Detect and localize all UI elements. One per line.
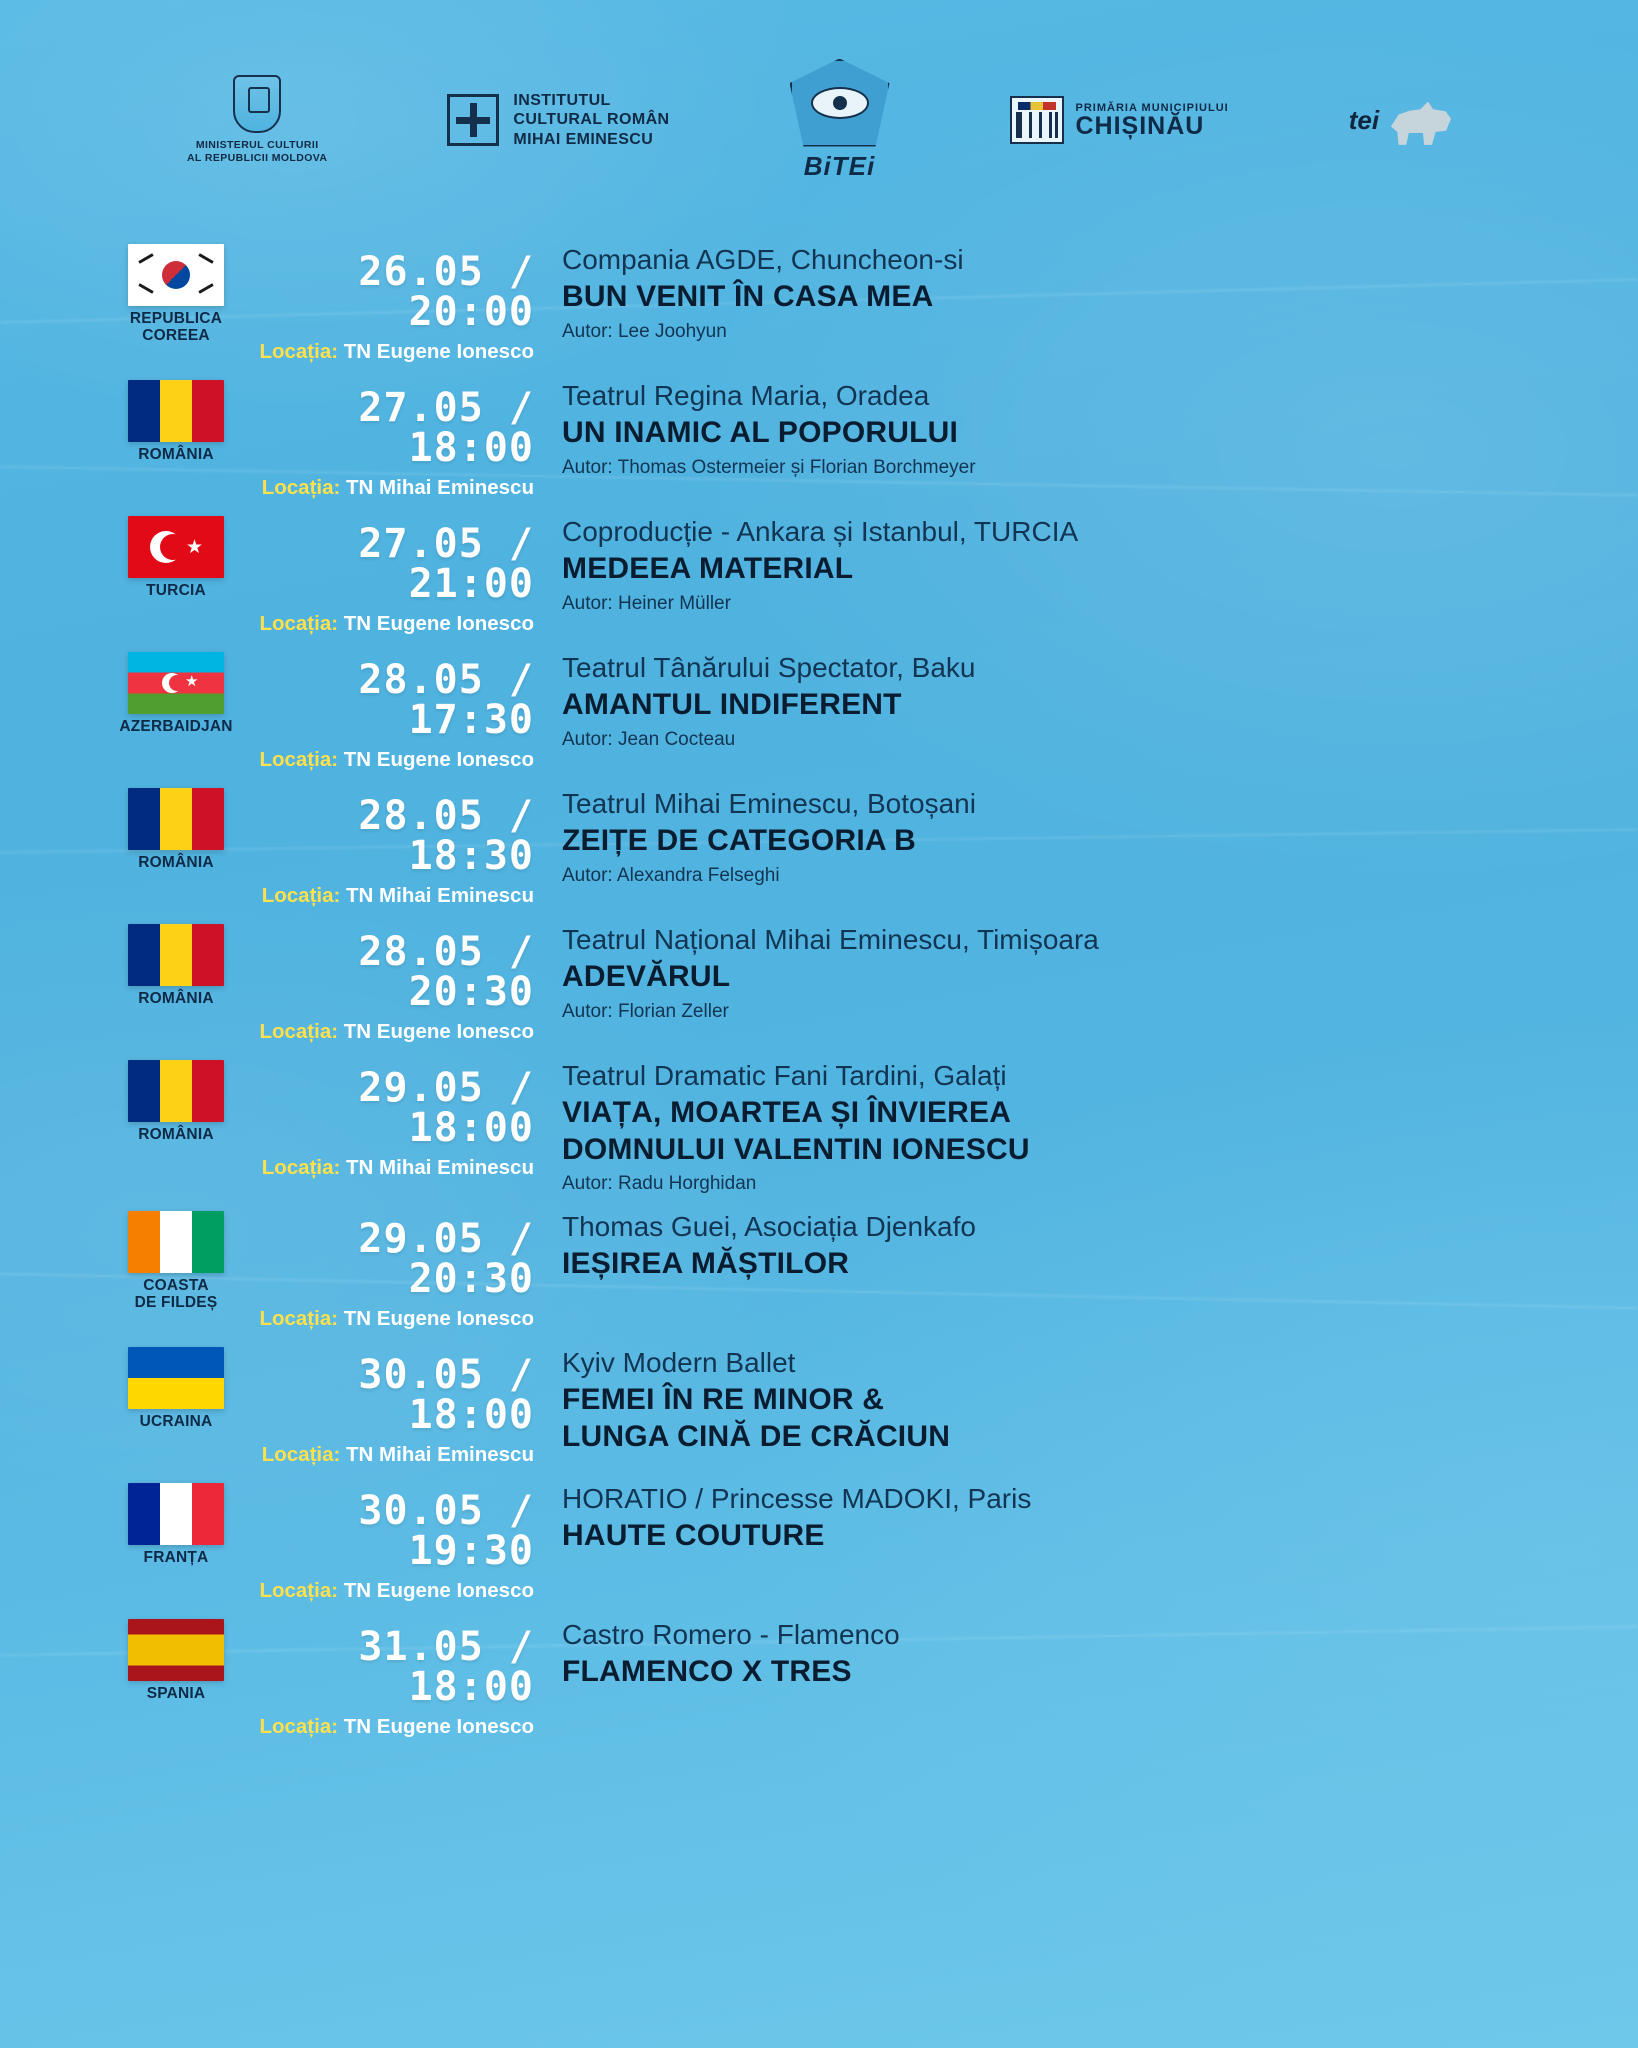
show-datetime: 28.05 / 20:30 [358,929,534,1015]
schedule-row [0,1341,1638,1467]
venue-label: Locația: [261,1156,341,1179]
country-label: SPANIA [146,1685,206,1703]
info-column [552,1054,1638,1195]
flag-icon [128,1347,224,1409]
show-author: Autor: Florian Zeller [562,1000,729,1022]
country-label: COASTA DE FILDEȘ [134,1277,218,1312]
flag-icon [128,244,224,306]
venue-line [234,1443,534,1467]
country-label: FRANȚA [143,1549,209,1567]
schedule-row [0,1613,1638,1739]
schedule-row [0,918,1638,1044]
country-label: ROMÂNIA [138,990,214,1007]
show-datetime: 30.05 / 19:30 [358,1488,534,1575]
flag-icon: ★ [128,516,224,578]
flag-column [118,782,234,871]
info-column [552,918,1638,1023]
date-column [234,1205,552,1331]
venue-label: Locația: [259,1715,339,1739]
show-author: Autor: Heiner Müller [562,592,731,614]
crest-icon [233,75,281,133]
date-column [234,238,552,364]
show-title: BUN VENIT ÎN CASA MEA [562,280,934,313]
venue-name: TN Eugene Ionesco [343,1715,534,1739]
show-title: AMANTUL INDIFERENT [562,688,902,721]
venue-label: Locația: [259,340,339,363]
schedule-row [0,782,1638,908]
venue-label: Locația: [259,1020,339,1043]
flag-column [118,1477,234,1566]
country-label: TURCIA [146,582,206,599]
country-label: AZERBAIDJAN [119,718,233,735]
venue-line [234,1307,534,1331]
flag-column [118,1054,234,1143]
schedule-row [0,1477,1638,1603]
cross-icon [447,94,499,146]
company-name: Teatrul Tânărului Spectator, Baku [562,652,976,683]
info-column [552,1341,1638,1455]
show-author: Autor: Alexandra Felseghi [562,864,780,886]
flag-icon [128,1211,224,1273]
date-column [234,782,552,908]
company-name: Coproducție - Ankara și Istanbul, TURCIA [562,516,1079,547]
company-name: Castro Romero - Flamenco [562,1619,900,1651]
show-datetime: 28.05 / 18:30 [358,793,534,879]
logo-line-3: MIHAI EMINESCU [513,130,654,148]
info-column [552,510,1638,615]
venue-line [234,748,534,772]
venue-label: Locația: [261,884,341,907]
date-column [234,1341,552,1467]
company-name: HORATIO / Princesse MADOKI, Paris [562,1483,1032,1515]
flag-column [118,238,234,344]
country-label: ROMÂNIA [138,446,214,463]
date-column [234,510,552,636]
schedule-row [0,238,1638,364]
info-column [552,646,1638,751]
show-title: FEMEI ÎN RE MINOR & LUNGA CINĂ DE CRĂCIUN [562,1383,951,1453]
show-datetime: 29.05 / 18:00 [358,1065,534,1151]
logo-line-2: AL REPUBLICII MOLDOVA [186,152,328,164]
schedule-row [0,1054,1638,1195]
schedule-row [0,510,1638,636]
company-name: Teatrul Dramatic Fani Tardini, Galați [562,1060,1007,1091]
flag-icon: ★ [128,652,224,714]
city-hall-icon [1010,96,1064,144]
logo-bitei [790,59,890,182]
venue-name: TN Eugene Ionesco [343,1020,534,1043]
flag-column [118,646,234,735]
show-title: ZEIȚE DE CATEGORIA B [562,824,917,857]
schedule-row [0,374,1638,500]
sponsor-logo-bar [0,60,1638,180]
venue-label: Locația: [259,1307,339,1331]
show-author: Autor: Lee Joohyun [562,320,727,342]
rhino-icon [1387,93,1451,147]
logo-primaria-chisinau [1010,96,1229,144]
venue-name: TN Eugene Ionesco [343,612,534,635]
venue-name: TN Eugene Ionesco [343,748,534,771]
schedule-row [0,646,1638,772]
country-label: ROMÂNIA [138,854,214,871]
flag-icon [128,1619,224,1681]
venue-line [234,1020,534,1044]
schedule-row [0,1205,1638,1331]
logo-line-1: PRIMĂRIA MUNICIPIULUI [1075,101,1229,114]
venue-name: TN Mihai Eminescu [346,476,534,499]
venue-label: Locația: [259,748,339,771]
venue-line [234,1579,534,1603]
date-column [234,1613,552,1739]
info-column [552,1613,1638,1691]
logo-tei-name: tei [1348,104,1380,135]
flag-icon [128,788,224,850]
logo-ministerul-culturii [187,75,327,165]
show-datetime: 26.05 / 20:00 [358,249,534,335]
venue-label: Locația: [259,612,339,635]
venue-name: TN Eugene Ionesco [343,340,534,363]
venue-name: TN Mihai Eminescu [346,884,534,907]
country-label: ROMÂNIA [138,1126,214,1143]
venue-label: Locația: [261,1443,341,1467]
venue-line [234,884,534,908]
show-author: Autor: Radu Horghidan [562,1173,757,1195]
date-column [234,1477,552,1603]
country-label: UCRAINA [139,1413,213,1431]
info-column [552,782,1638,887]
show-title: FLAMENCO X TRES [562,1655,852,1689]
logo-institutul-cultural-roman [447,91,669,149]
country-label: REPUBLICA COREEA [129,310,223,345]
venue-line [234,476,534,500]
date-column [234,1054,552,1180]
venue-name: TN Mihai Eminescu [346,1156,534,1179]
logo-bitei-name: BiTEi [803,150,876,181]
flag-icon [128,1060,224,1122]
flag-column [118,374,234,463]
flag-icon [128,924,224,986]
company-name: Thomas Guei, Asociația Djenkafo [562,1211,976,1243]
logo-line-1: MINISTERUL CULTURII [195,138,319,151]
info-column [552,374,1638,479]
show-author: Autor: Jean Cocteau [562,728,736,750]
show-title: IEȘIREA MĂȘTILOR [562,1247,850,1281]
date-column [234,646,552,772]
show-title: VIAȚA, MOARTEA ȘI ÎNVIEREA DOMNULUI VALENTIN IONESCU [562,1096,1030,1166]
flag-icon [128,380,224,442]
logo-line-2: CHIȘINĂU [1075,111,1205,140]
company-name: Compania AGDE, Chuncheon-si [562,244,964,275]
flag-column [118,510,234,599]
venue-name: TN Eugene Ionesco [343,1307,534,1331]
logo-line-1: INSTITUTUL [513,92,611,110]
flag-column [118,1341,234,1430]
date-column [234,918,552,1044]
show-title: ADEVĂRUL [562,960,731,993]
show-datetime: 31.05 / 18:00 [358,1624,534,1711]
info-column [552,1477,1638,1555]
venue-line [234,1156,534,1180]
show-title: UN INAMIC AL POPORULUI [562,416,959,449]
show-title: MEDEEA MATERIAL [562,552,854,585]
flag-column [118,1205,234,1311]
info-column [552,238,1638,343]
venue-line [234,612,534,636]
show-title: HAUTE COUTURE [562,1519,825,1553]
show-author: Autor: Thomas Ostermeier și Florian Borchmeyer [562,456,976,478]
company-name: Teatrul Mihai Eminescu, Botoșani [562,788,976,819]
show-datetime: 28.05 / 17:30 [358,657,534,743]
company-name: Teatrul Regina Maria, Oradea [562,380,930,411]
schedule-list [0,238,1638,1749]
company-name: Teatrul Național Mihai Eminescu, Timișoara [562,924,1099,955]
date-column [234,374,552,500]
show-datetime: 27.05 / 21:00 [358,521,534,607]
flag-icon [128,1483,224,1545]
info-column [552,1205,1638,1283]
logo-tei [1349,93,1451,147]
show-datetime: 29.05 / 20:30 [358,1216,534,1303]
logo-line-2: CULTURAL ROMÂN [513,111,670,129]
show-datetime: 30.05 / 18:00 [358,1352,534,1439]
venue-name: TN Mihai Eminescu [346,1443,534,1467]
venue-name: TN Eugene Ionesco [343,1579,534,1603]
flag-column [118,1613,234,1702]
venue-line [234,1715,534,1739]
eye-icon [790,59,890,147]
venue-label: Locația: [261,476,341,499]
show-datetime: 27.05 / 18:00 [358,385,534,471]
company-name: Kyiv Modern Ballet [562,1347,796,1379]
flag-column [118,918,234,1007]
venue-label: Locația: [259,1579,339,1603]
venue-line [234,340,534,364]
